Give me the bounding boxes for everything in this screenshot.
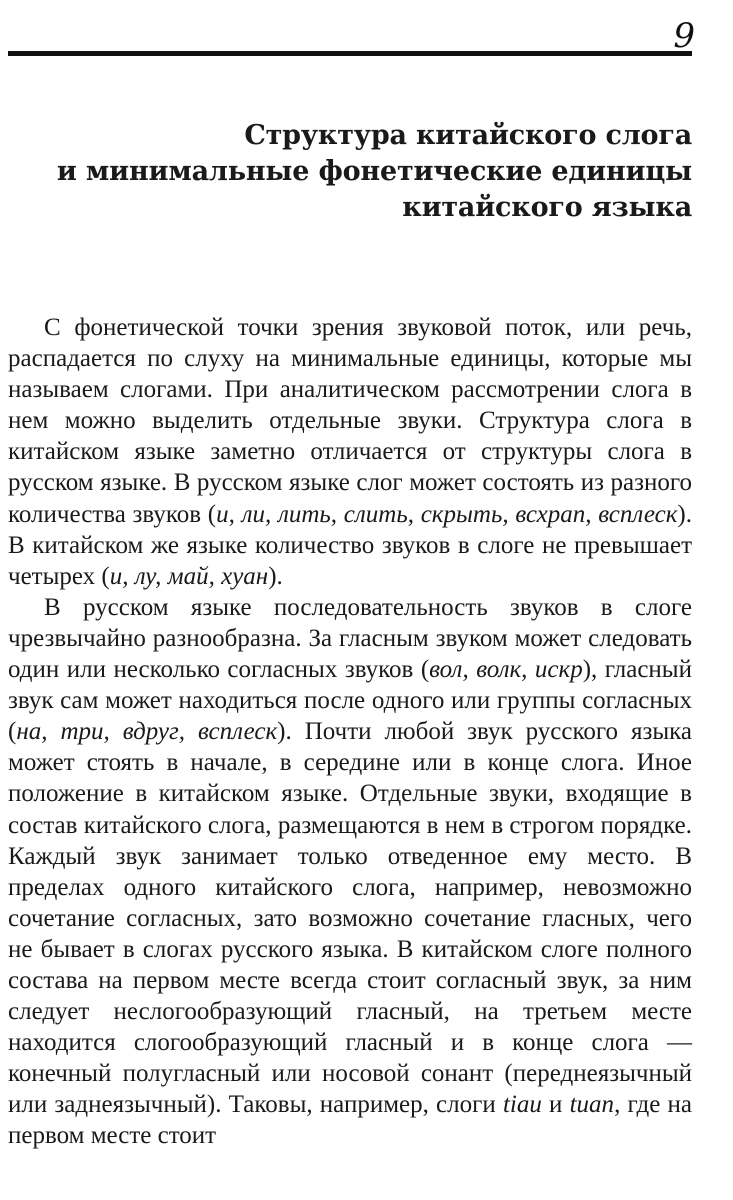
- chapter-title-line: китайского языка: [402, 192, 692, 223]
- text-run: , где на первом месте стоит: [8, 1091, 692, 1150]
- text-run: В русском языке последовательность звуков в слоге чрезвычайно разнообразна. За гласным звуком может следовать один или несколько согласных звуков (: [8, 593, 692, 684]
- paragraph: [8, 592, 692, 1152]
- chapter-title: [40, 118, 692, 226]
- chapter-title-line: Структура китайского слога: [244, 120, 692, 151]
- example-syllable: tiau: [502, 1091, 542, 1119]
- example-words: и, ли, лить, слить, скрыть, всхрап, всплеск: [216, 500, 678, 528]
- chapter-title-line: и минимальные фонетические единицы: [56, 156, 692, 187]
- example-syllable: tuan: [569, 1091, 615, 1119]
- body-text: [8, 312, 692, 1152]
- text-run: ).: [268, 562, 283, 590]
- paragraph: [8, 312, 692, 592]
- text-run: С фонетической точки зрения звуковой поток, или речь, распадается по слуху на минимальные единицы, которые мы называем слогами. При аналитическом рассмотрении слога в нем можно выделить отдельные звуки. Структура слога в китайском языке заметно отличается от структуры слога в русском языке. В русском языке слог может состоять из разного количества звуков (: [8, 314, 692, 528]
- text-run: ). В китайском же языке количество звуков в слоге не превышает четырех (: [8, 500, 692, 590]
- text-run: ), гласный звук сам может находиться после одного или группы согласных (: [8, 656, 692, 746]
- example-words: на, три, вдруг, всплеск: [16, 718, 278, 746]
- page-number: 9: [673, 16, 695, 56]
- example-words: и, лу, май, хуан: [109, 562, 269, 590]
- text-run: и: [541, 1091, 570, 1119]
- example-words: вол, волк, искр: [429, 656, 583, 684]
- header-rule: [8, 51, 692, 56]
- text-run: ). Почти любой звук русского языка может стоять в начале, в середине или в конце слога. Иное положение в китайском языке. Отдельные звуки, входящие в состав китайского слога, размещаются в нем в строгом порядке. Каждый звук занимает только отведенное ему место. В пределах одного китайского слога, например, невозможно сочетание согласных, зато возможно сочетание гласных, чего не бывает в слогах русского языка. В китайском слоге полного состава на первом месте всегда стоит согласный звук, за ним следует неслогообразующий гласный, на третьем месте находится слогообразующий гласный и в конце слога — конечный полугласный или носовой сонант (переднеязычный или заднеязычный). Таковы, например, слоги: [8, 718, 692, 1119]
